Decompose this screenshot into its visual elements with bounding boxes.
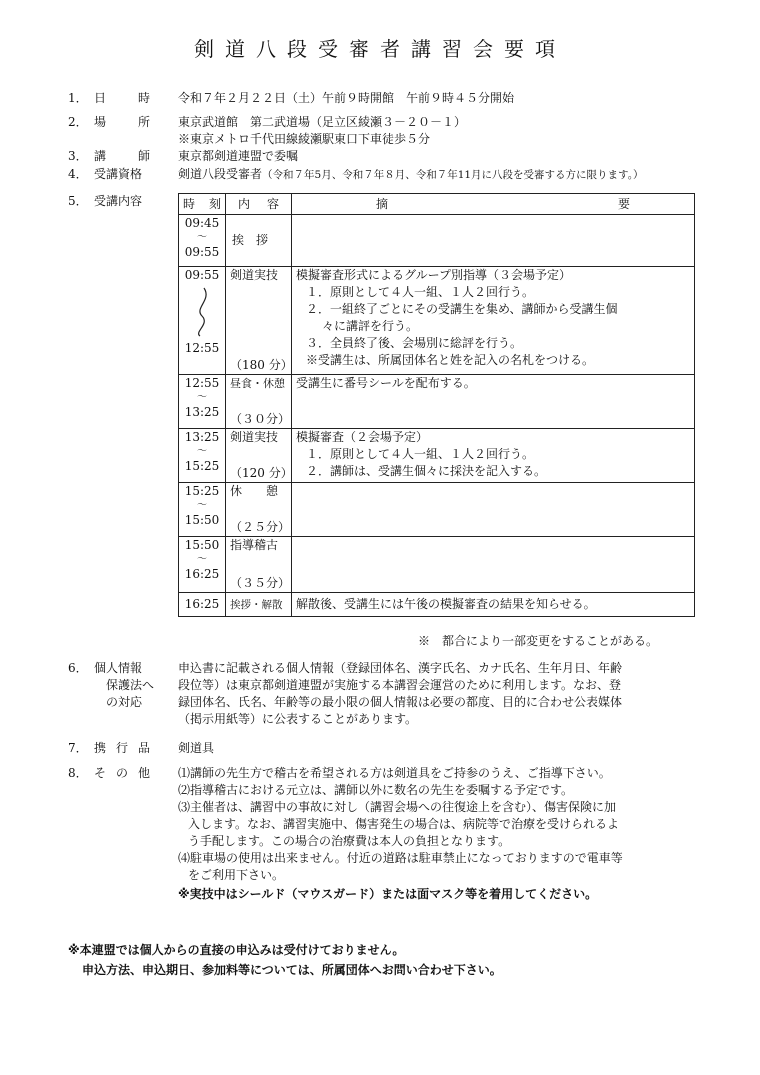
content-label: 挨拶・解散 — [230, 598, 283, 611]
wavy-range-icon — [192, 286, 212, 338]
summary-cell — [292, 215, 695, 267]
list-item: ⑴講師の先生方で稽古を希望される方は剣道具をご持参のうえ、ご指導下さい。 — [178, 766, 611, 780]
list-item: ⑵指導稽古における元立は、講師以外に数名の先生を委嘱する予定です。 — [178, 783, 574, 797]
item-number: 3． — [68, 149, 88, 163]
table-row — [179, 267, 695, 375]
footer-notice — [68, 940, 708, 980]
header-content: 内 容 — [226, 194, 292, 215]
item-value: 剣道具 — [178, 741, 215, 755]
duration: （180 分） — [230, 358, 293, 372]
item-number: 8． — [68, 766, 88, 780]
item-label: 受講資格 — [94, 167, 143, 181]
header-time: 時 刻 — [179, 194, 226, 215]
tilde: 〜 — [197, 232, 207, 243]
table-row: 13:25 〜 15:25 剣道実技 （120 分） 模擬審査（２会場予定） １．原則として４人一組、１人２回行う。 ２．講師は、受講生個々に採決を記入する。 — [179, 429, 695, 483]
table-row: 15:25 〜 15:50 休 憩 （２５分） — [179, 483, 695, 537]
item-number: 1． — [68, 91, 88, 105]
item-value: 東京武道館 第二武道場（足立区綾瀬３－２０－１） — [178, 115, 467, 129]
content-label: 挨 拶 — [232, 233, 269, 247]
item-value: 剣道八段受審者（令和７年5月、令和７年８月、令和７年11月に八段を受審する方に限ります。） — [178, 167, 644, 181]
item-label: 日 時 — [94, 91, 150, 105]
start-time: 09:55 — [184, 268, 220, 282]
list-item: ⑶主催者は、講習中の事故に対し（講習会場への往復途上を含む）、傷害保険に加 — [178, 800, 617, 814]
content-label: 休 憩 — [230, 484, 279, 498]
item-number: 4． — [68, 167, 88, 181]
table-row — [179, 215, 695, 267]
item-number: 6． — [68, 661, 88, 675]
item-label: 携 行 品 — [94, 741, 150, 755]
item-label: 講 師 — [94, 149, 150, 163]
header-summary: 摘 要 — [292, 194, 695, 215]
item-value: 東京都剣道連盟で委嘱 — [178, 149, 299, 163]
start-time: 09:45 — [184, 216, 220, 230]
summary-cell: 模擬審査（２会場予定） １．原則として４人一組、１人２回行う。 ２．講師は、受講生個々に採決を記入する。 — [292, 429, 695, 483]
access-note: ※東京メトロ千代田線綾瀬駅東口下車徒歩５分 — [178, 132, 431, 146]
footer-line-1: ※本連盟では個人からの直接の申込みは受付けておりません。 — [68, 943, 405, 957]
content-label: 昼食・休憩 — [230, 377, 285, 390]
item-number: 2． — [68, 115, 88, 129]
summary-cell: 受講生に番号シールを配布する。 — [292, 375, 695, 429]
item-number: 7． — [68, 741, 88, 755]
table-row: 16:25 挨拶・解散 解散後、受講生には午後の模擬審査の結果を知らせる。 — [179, 593, 695, 617]
summary-cell: 解散後、受講生には午後の模擬審査の結果を知らせる。 — [292, 593, 695, 617]
content-label: 剣道実技 — [230, 268, 279, 282]
schedule-table — [178, 193, 695, 617]
summary-cell — [292, 537, 695, 593]
summary-cell: 模擬審査形式によるグループ別指導（３会場予定） １．原則として４人一組、１人２回行う。 ２．一組終了ごとにその受講生を集め、講師から受講生個 々に講評を行う。 ３．全員終了後、会場別に総評を行う。 ※受講生は、所属団体名と姓を記入の名札をつける。 — [292, 267, 695, 375]
duration: （３５分） — [230, 576, 291, 590]
summary-cell — [292, 483, 695, 537]
schedule-note: ※ 都合により一部変更をすることがある。 — [418, 634, 659, 648]
other-list: ⑴講師の先生方で稽古を希望される方は剣道具をご持参のうえ、ご指導下さい。 ⑵指導稽古における元立は、講師以外に数名の先生を委嘱する予定です。 ⑶主催者は、講習中の事故に対し（講習会場への往復途上を含む）、傷害保険に加 入します。なお、講習実施中、傷害発生の場合は、病院等で治療を受けられるよ う手配します。この場合の治療費は本人の負担となります。 ⑷駐車場の使用は出来ません。付近の道路は駐車禁止になっておりますので電車等 をご利用下さい。 ※実技中はシールド（マウスガード）または面マスク等を着用してください。 — [178, 765, 698, 903]
duration: （３０分） — [230, 412, 291, 426]
content-label: 剣道実技 — [230, 430, 279, 444]
item-label: 場 所 — [94, 115, 150, 129]
end-time: 09:55 — [184, 245, 220, 259]
list-item: ⑷駐車場の使用は出来ません。付近の道路は駐車禁止になっておりますので電車等 — [178, 851, 623, 865]
item-value: 令和７年２月２２日（土）午前９時開館 午前９時４５分開始 — [178, 91, 515, 105]
table-row: 12:55 〜 13:25 昼食・休憩 （３０分） 受講生に番号シールを配布する。 — [179, 375, 695, 429]
end-time: 12:55 — [184, 341, 220, 355]
item-number: 5． — [68, 194, 88, 208]
table-row: 15:50 〜 16:25 指導稽古 （３５分） — [179, 537, 695, 593]
duration: （120 分） — [230, 466, 293, 480]
privacy-text: 申込書に記載される個人情報（登録団体名、漢字氏名、カナ氏名、生年月日、年齢 段位等）は東京都剣道連盟が実施する本講習会運営のために利用します。なお、登 録団体名、氏名、年齢等の最小限の個人情報は必要の都度、目的に合わせ公表媒体 （掲示用紙等）に公表することがあります。 — [178, 661, 623, 726]
duration: （２５分） — [230, 520, 291, 534]
item-label: そ の 他 — [94, 766, 150, 780]
item-label: 個人情報 保護法へ の対応 — [94, 661, 155, 709]
item-label: 受講内容 — [94, 194, 143, 208]
document-title: 剣道八段受審者講習会要項 — [194, 37, 566, 61]
footer-line-2: 申込方法、申込期日、参加料等については、所属団体へお問い合わせ下さい。 — [82, 963, 502, 977]
table-header-row — [179, 194, 695, 215]
content-label: 指導稽古 — [230, 538, 279, 552]
mask-notice: ※実技中はシールド（マウスガード）または面マスク等を着用してください。 — [178, 887, 598, 901]
